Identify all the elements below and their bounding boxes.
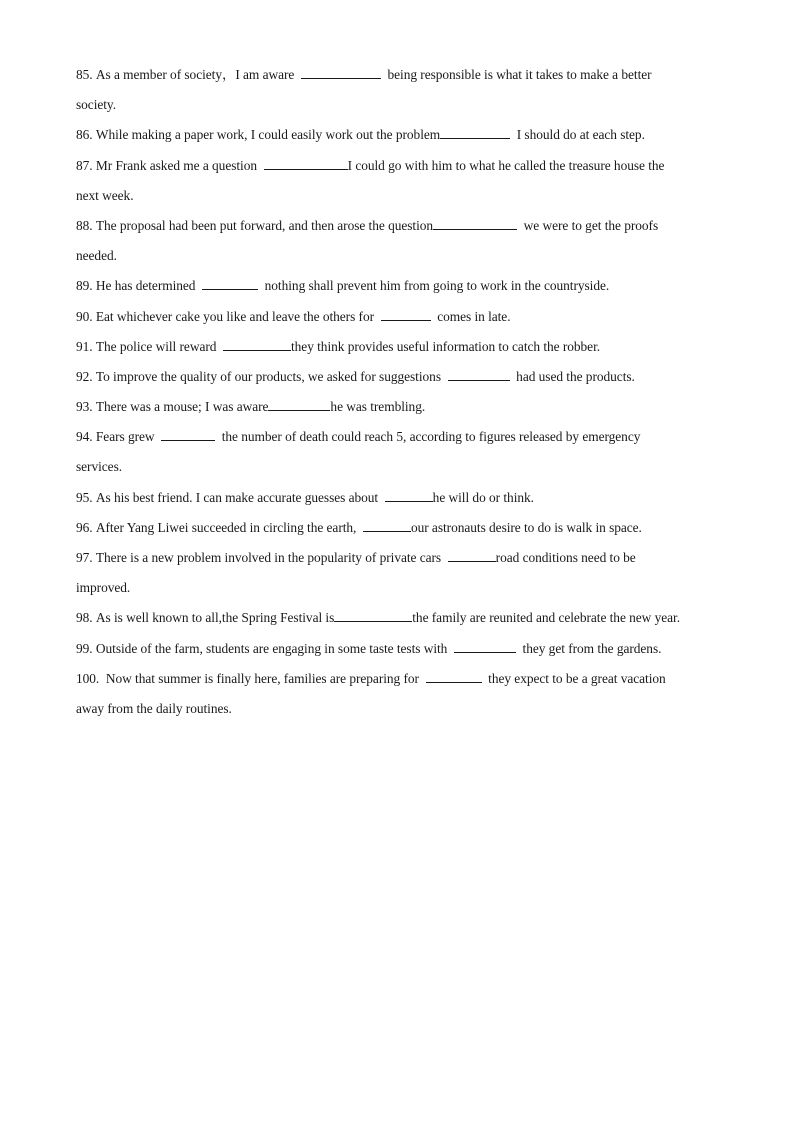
question-continuation-line xyxy=(76,181,736,211)
question-number: 89. xyxy=(76,278,93,294)
question-text: As a member of society，I am aware xyxy=(95,67,301,82)
question-number: 85. xyxy=(76,67,93,82)
question-line xyxy=(76,392,736,422)
answer-blank[interactable] xyxy=(264,156,348,170)
question-text: they get from the gardens. xyxy=(515,640,662,656)
answer-blank[interactable] xyxy=(433,216,517,230)
question-number: 95. xyxy=(76,489,93,505)
question-line xyxy=(76,362,736,392)
question-text: Eat whichever cake you like and leave the others for xyxy=(95,308,381,324)
question-text: he was trembling. xyxy=(330,399,426,415)
question-text: Fears grew xyxy=(95,429,162,445)
question-line xyxy=(76,543,736,573)
question-text: they think provides useful information to catch the robber. xyxy=(290,338,601,354)
answer-blank[interactable] xyxy=(448,548,496,562)
question-number: 91. xyxy=(76,338,93,354)
question-text: the number of death could reach 5, according to figures released by emergency xyxy=(215,429,641,445)
question-number: 100. xyxy=(76,670,100,686)
question-text: Mr Frank asked me a question xyxy=(95,157,264,173)
question-line xyxy=(76,664,736,694)
question-text: While making a paper work, I could easily work out the problem xyxy=(95,127,441,143)
question-text: He has determined xyxy=(95,278,203,294)
question-text: services. xyxy=(76,459,123,475)
question-text: There was a mouse; I was aware xyxy=(95,399,269,415)
question-number: 92. xyxy=(76,368,93,384)
question-continuation-line xyxy=(76,241,736,271)
question-text: we were to get the proofs xyxy=(517,217,659,233)
answer-blank[interactable] xyxy=(161,428,215,442)
answer-blank[interactable] xyxy=(448,367,510,381)
answer-blank[interactable] xyxy=(440,126,510,140)
question-text: next week. xyxy=(76,187,134,203)
question-text: I could go with him to what he called the treasure house the xyxy=(347,157,665,173)
question-continuation-line xyxy=(76,452,736,482)
question-number: 87. xyxy=(76,157,93,173)
question-line xyxy=(76,60,736,90)
question-text: he will do or think. xyxy=(432,489,534,505)
answer-blank[interactable] xyxy=(385,488,433,502)
question-text: The police will reward xyxy=(95,338,223,354)
question-line xyxy=(76,634,736,664)
question-continuation-line xyxy=(76,694,736,724)
question-line xyxy=(76,271,736,301)
question-number: 93. xyxy=(76,399,93,415)
question-text: our astronauts desire to do is walk in space. xyxy=(410,519,642,535)
answer-blank[interactable] xyxy=(334,609,412,623)
answer-blank[interactable] xyxy=(202,277,258,291)
question-continuation-line xyxy=(76,573,736,603)
answer-blank[interactable] xyxy=(268,397,330,411)
question-text: Outside of the farm, students are engaging in some taste tests with xyxy=(95,640,454,656)
question-text: I should do at each step. xyxy=(510,127,645,143)
question-number: 94. xyxy=(76,429,93,445)
question-number: 88. xyxy=(76,217,93,233)
question-text: needed. xyxy=(76,248,117,264)
question-text: improved. xyxy=(76,580,131,596)
answer-blank[interactable] xyxy=(223,337,291,351)
question-number: 96. xyxy=(76,519,93,535)
question-text: nothing shall prevent him from going to work in the countryside. xyxy=(258,278,610,294)
question-line xyxy=(76,120,736,150)
answer-blank[interactable] xyxy=(381,307,431,321)
question-number: 86. xyxy=(76,127,93,143)
question-list xyxy=(76,60,736,724)
question-text: comes in late. xyxy=(430,308,511,324)
question-text: society. xyxy=(76,97,117,113)
question-continuation-line xyxy=(76,90,736,120)
question-number: 99. xyxy=(76,640,93,656)
question-text: road conditions need to be xyxy=(495,550,636,565)
answer-blank[interactable] xyxy=(363,518,411,532)
answer-blank[interactable] xyxy=(454,639,516,653)
question-number: 98. xyxy=(76,610,93,626)
question-text: The proposal had been put forward, and then arose the question xyxy=(95,217,434,233)
question-text: As his best friend. I can make accurate guesses about xyxy=(95,489,385,505)
answer-blank[interactable] xyxy=(301,65,381,79)
answer-blank[interactable] xyxy=(426,669,482,683)
question-text: had used the products. xyxy=(509,368,635,384)
question-line xyxy=(76,422,736,452)
question-line xyxy=(76,513,736,543)
question-text: being responsible is what it takes to make a better xyxy=(380,67,652,82)
question-line xyxy=(76,603,736,633)
question-line xyxy=(76,151,736,181)
question-text: To improve the quality of our products, we asked for suggestions xyxy=(95,368,448,384)
question-line xyxy=(76,483,736,513)
question-line xyxy=(76,332,736,362)
question-line xyxy=(76,302,736,332)
question-text: the family are reunited and celebrate the new year. xyxy=(412,610,680,626)
question-number: 97. xyxy=(76,550,93,565)
question-text: away from the daily routines. xyxy=(76,700,232,716)
question-text: After Yang Liwei succeeded in circling the earth, xyxy=(95,519,363,535)
question-text: they expect to be a great vacation xyxy=(481,670,666,686)
question-text: There is a new problem involved in the popularity of private cars xyxy=(95,550,448,565)
question-number: 90. xyxy=(76,308,93,324)
question-text: Now that summer is finally here, families are preparing for xyxy=(102,670,426,686)
question-line xyxy=(76,211,736,241)
question-text: As is well known to all,the Spring Festival is xyxy=(95,610,335,626)
